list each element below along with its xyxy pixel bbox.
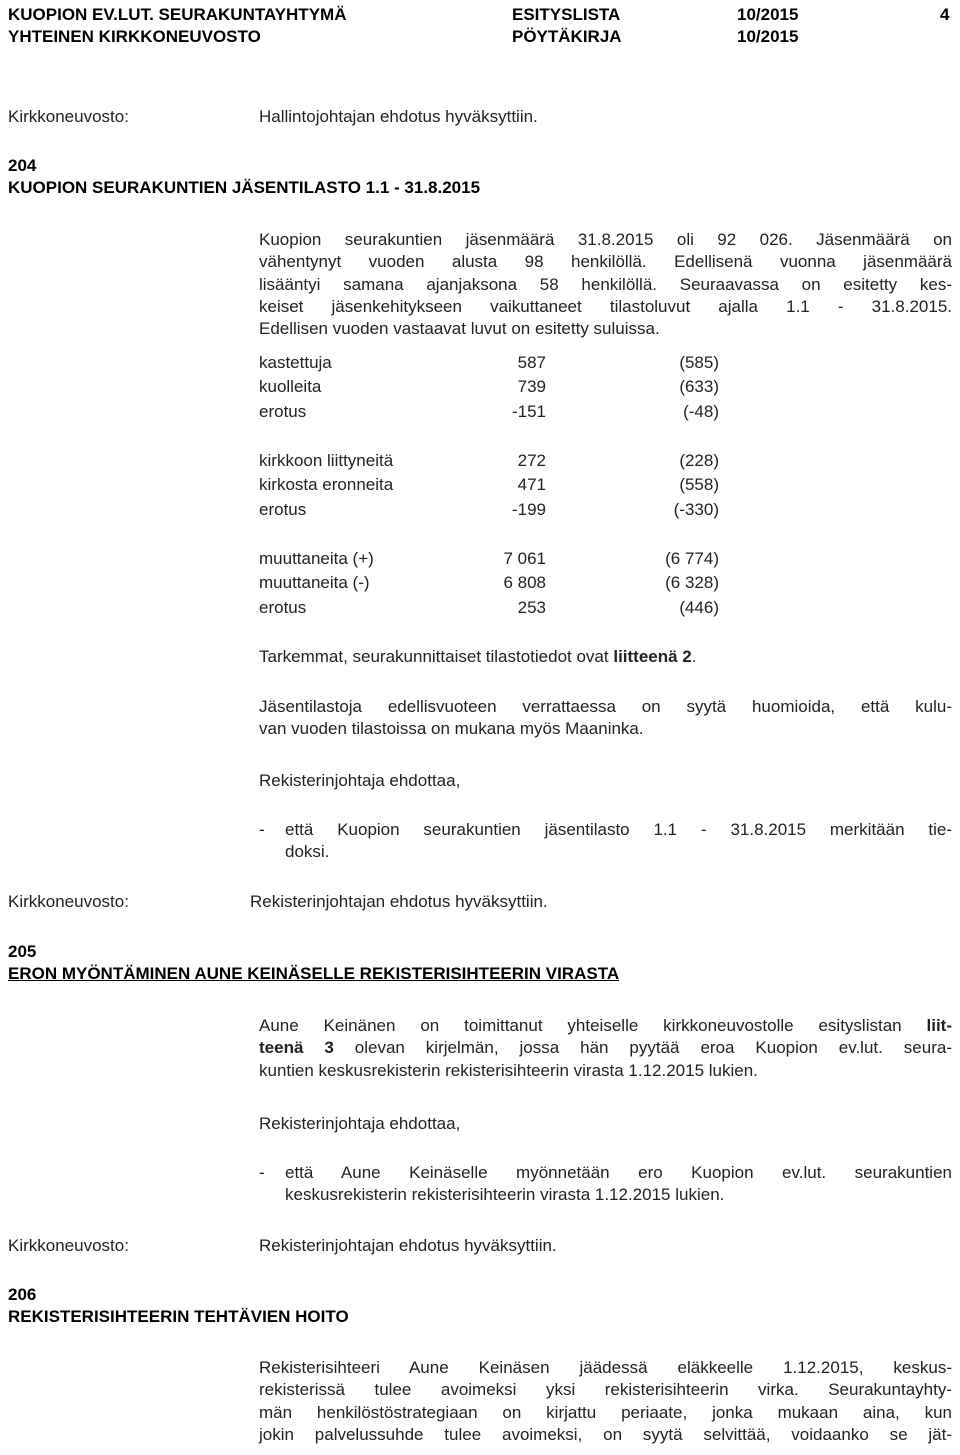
section-205-number: 205 — [8, 942, 37, 961]
attachment-label: liitteenä 2 — [613, 647, 692, 666]
stat-current: -199 — [511, 500, 546, 519]
section-205-proposal — [285, 1162, 952, 1207]
section-205-intro — [259, 1015, 952, 1082]
paragraph-line — [259, 1015, 952, 1037]
stat-previous: (6 774) — [665, 549, 719, 568]
stat-label: kuolleita — [259, 377, 322, 396]
paragraph-line: jokin palvelussuhde tulee avoimeksi, on syytä selvittää, voidaanko se jät- — [259, 1424, 952, 1444]
paragraph-line: män henkilöstöstrategiaan on kirjattu periaate, jonka mukaan aina, kun — [259, 1402, 952, 1422]
stat-label: kirkkoon liittyneitä — [259, 451, 394, 470]
paragraph-line: rekisterissä tulee avoimeksi yksi rekisterisihteerin virka. Seurakuntayhty- — [259, 1380, 952, 1400]
decision-label: Kirkkoneuvosto: — [8, 1236, 129, 1255]
stat-previous: (558) — [679, 475, 719, 494]
table-row — [259, 572, 719, 594]
bullet-dash: - — [259, 1163, 265, 1182]
header-number-minutes: 10/2015 — [737, 27, 799, 46]
stat-label: kirkosta eronneita — [259, 475, 394, 494]
attachment-reference — [259, 646, 697, 668]
stat-current: 587 — [517, 353, 546, 372]
stat-label: muuttaneita (-) — [259, 573, 370, 592]
decision-label: Kirkkoneuvosto: — [8, 107, 129, 126]
paragraph-text: Aune Keinänen on toimittanut yhteiselle kirkkoneuvostolle esityslistan — [259, 1016, 927, 1035]
section-204-number: 204 — [8, 156, 37, 175]
header-org: KUOPION EV.LUT. SEURAKUNTAYHTYMÄ — [8, 5, 347, 24]
stat-previous: (633) — [679, 377, 719, 396]
stat-current: -151 — [511, 402, 546, 421]
section-204-intro — [259, 229, 952, 340]
section-204-title: KUOPION SEURAKUNTIEN JÄSENTILASTO 1.1 - 31.8.2015 — [8, 178, 481, 197]
paragraph-line: keiset jäsenkehitykseen vaikuttaneet tilastoluvut ajalla 1.1 - 31.8.2015. — [259, 296, 952, 316]
table-row — [259, 597, 719, 619]
paragraph-line: doksi. — [285, 842, 330, 862]
paragraph-line — [259, 1037, 952, 1059]
section-205-title: ERON MYÖNTÄMINEN AUNE KEINÄSELLE REKISTERISIHTEERIN VIRASTA — [8, 964, 620, 983]
decision-label: Kirkkoneuvosto: — [8, 892, 129, 911]
page-number: 4 — [940, 5, 950, 24]
stat-previous: (-48) — [683, 402, 719, 421]
table-row — [259, 352, 719, 374]
paragraph-line: Edellisen vuoden vastaavat luvut on esitetty suluissa. — [259, 319, 660, 339]
header-number-agenda: 10/2015 — [737, 5, 799, 24]
header-doctype-minutes: PÖYTÄKIRJA — [512, 27, 622, 46]
section-206-title: REKISTERISIHTEERIN TEHTÄVIEN HOITO — [8, 1307, 349, 1326]
table-row — [259, 474, 719, 496]
paragraph-line: vähentynyt vuoden alusta 98 henkilöllä. Edellisenä vuonna jäsenmäärä — [259, 252, 952, 272]
table-row — [259, 450, 719, 472]
stat-previous: (6 328) — [665, 573, 719, 592]
stat-previous: (228) — [679, 451, 719, 470]
stat-current: 272 — [517, 451, 546, 470]
attachment-label: teenä 3 — [259, 1038, 334, 1058]
stat-label: erotus — [259, 500, 307, 519]
stat-label: kastettuja — [259, 353, 332, 372]
stat-label: erotus — [259, 598, 307, 617]
attachment-reference-text: Tarkemmat, seurakunnittaiset tilastotiedot ovat — [259, 647, 614, 666]
paragraph-line: keskusrekisterin rekisterisihteerin virasta 1.12.2015 lukien. — [285, 1185, 725, 1205]
paragraph-line: että Kuopion seurakuntien jäsentilasto 1.1 - 31.8.2015 merkitään tie- — [285, 820, 952, 839]
section-206-number: 206 — [8, 1285, 37, 1304]
section-204-decision: Rekisterinjohtajan ehdotus hyväksyttiin. — [250, 892, 548, 911]
section-205-decision: Rekisterinjohtajan ehdotus hyväksyttiin. — [259, 1236, 557, 1255]
paragraph-line: Rekisterisihteeri Aune Keinäsen jäädessä eläkkeelle 1.12.2015, keskus- — [259, 1358, 952, 1377]
stat-previous: (585) — [679, 353, 719, 372]
stat-label: erotus — [259, 402, 307, 421]
paragraph-line: Kuopion seurakuntien jäsenmäärä 31.8.2015 oli 92 026. Jäsenmäärä on — [259, 230, 952, 249]
paragraph-line: lisääntyi samana ajanjaksona 58 henkilöllä. Seuraavassa on esitetty kes- — [259, 274, 952, 294]
section-206-body — [259, 1357, 952, 1446]
attachment-label: liit- — [926, 1016, 952, 1035]
table-row — [259, 376, 719, 398]
header-doctype-agenda: ESITYSLISTA — [512, 5, 621, 24]
section-204-proposal — [285, 819, 952, 864]
stat-label: muuttaneita (+) — [259, 549, 374, 568]
paragraph-line: että Aune Keinäselle myönnetään ero Kuopion ev.lut. seurakuntien — [285, 1163, 952, 1182]
table-row — [259, 401, 719, 423]
section-204-note — [259, 696, 952, 741]
stat-previous: (-330) — [673, 500, 719, 519]
section-205-proposal-intro: Rekisterinjohtaja ehdottaa, — [259, 1114, 461, 1133]
stat-current: 471 — [517, 475, 546, 494]
top-decision-text: Hallintojohtajan ehdotus hyväksyttiin. — [259, 107, 538, 126]
stat-current: 739 — [517, 377, 546, 396]
stat-current: 6 808 — [503, 573, 546, 592]
stat-current: 253 — [517, 598, 546, 617]
attachment-reference-end: . — [691, 647, 697, 666]
paragraph-line: van vuoden tilastoissa on mukana myös Maaninka. — [259, 719, 644, 739]
stat-current: 7 061 — [503, 549, 546, 568]
paragraph-line: kuntien keskusrekisterin rekisterisihteerin virasta 1.12.2015 lukien. — [259, 1060, 758, 1080]
bullet-dash: - — [259, 820, 265, 839]
paragraph-line: Jäsentilastoja edellisvuoteen verrattaessa on syytä huomioida, että kulu- — [259, 697, 952, 716]
section-204-proposal-intro: Rekisterinjohtaja ehdottaa, — [259, 771, 461, 790]
stat-previous: (446) — [679, 598, 719, 617]
paragraph-text: olevan kirjelmän, jossa hän pyytää eroa Kuopion ev.lut. seura- — [333, 1038, 952, 1058]
table-row — [259, 548, 719, 570]
header-council: YHTEINEN KIRKKONEUVOSTO — [8, 27, 261, 46]
table-row — [259, 499, 719, 521]
